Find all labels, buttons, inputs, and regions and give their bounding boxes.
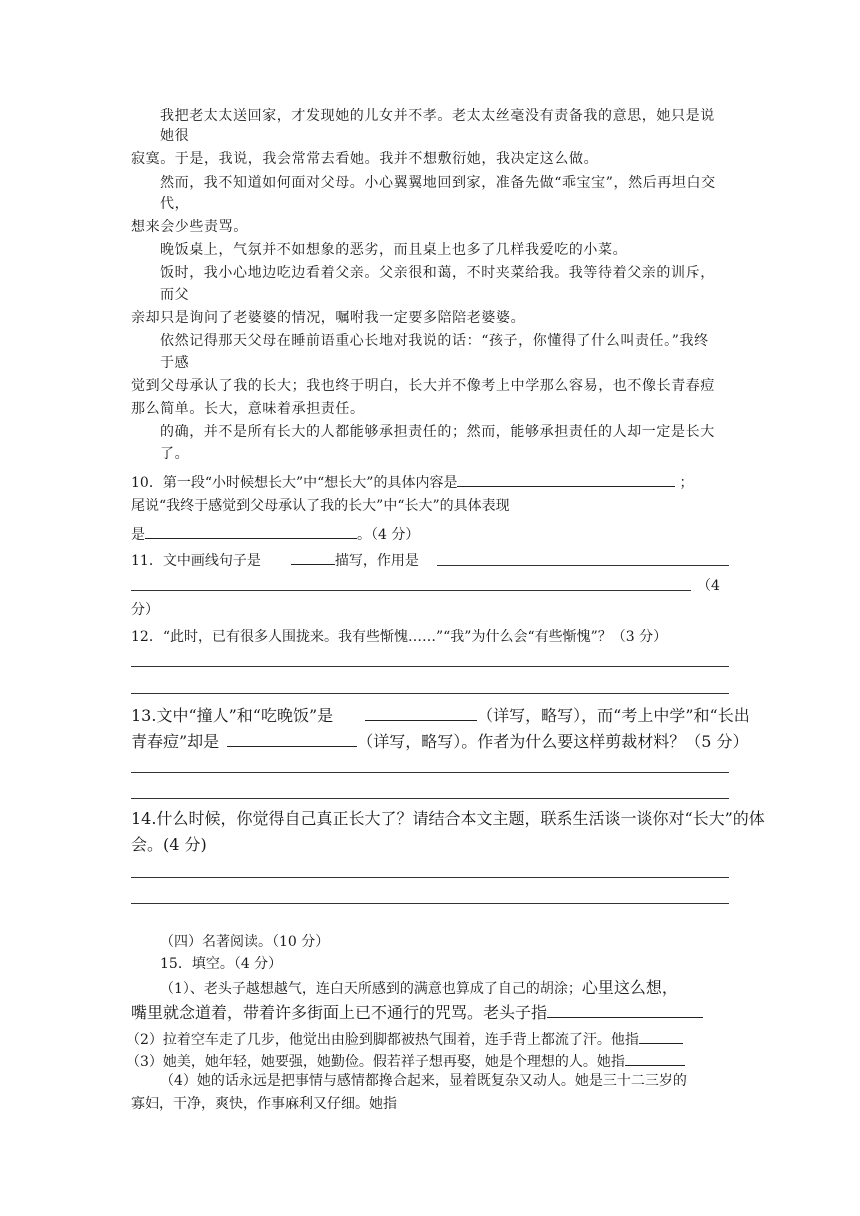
question-10: 10．第一段“小时候想长大”中“想长大”的具体内容是 ；	[131, 470, 693, 493]
section-heading: （四）名著阅读。（10 分）	[160, 934, 330, 950]
fill-item-2: （2）拉着空车走了几步，他觉出由脸到脚都被热气围着，连手背上都流了汗。他指	[126, 1027, 683, 1050]
answer-line[interactable]	[131, 903, 729, 904]
passage-line: 了。	[160, 446, 190, 462]
passage-line: 而父	[160, 287, 190, 303]
answer-blank[interactable]	[457, 470, 675, 487]
fill-item-4: （4）她的话永远是把事情与感情都搀合起来，显着既复杂又动人。她是三十二三岁的	[160, 1073, 687, 1089]
fill-item-4-cont: 寡妇，干净，爽快，作事麻利又仔细。她指	[131, 1096, 397, 1112]
fill-item-1-cont: 嘴里就念道着，带着许多街面上已不通行的咒骂。老头子指	[131, 1001, 703, 1023]
answer-blank[interactable]	[145, 522, 357, 539]
question-11: 11．文中画线句子是 描写，作用是	[131, 548, 419, 571]
question-14-cont: 会。(4 分)	[131, 835, 207, 854]
answer-blank[interactable]	[365, 704, 477, 721]
answer-line[interactable]	[131, 877, 729, 878]
answer-blank[interactable]	[547, 1001, 703, 1018]
answer-line[interactable]	[131, 590, 691, 591]
passage-line: 我把老太太送回家，才发现她的儿女并不孝。老太太丝毫没有责备我的意思，她只是说	[160, 108, 715, 124]
passage-line: 然而，我不知道如何面对父母。小心翼翼地回到家，准备先做“乖宝宝”，然后再坦白交	[160, 175, 716, 191]
passage-line: 饭时，我小心地边吃边看着父亲。父亲很和蔼，不时夹菜给我。我等待着父亲的训斥，	[160, 265, 715, 281]
question-13-cont: 青春痘”却是 （详写，略写）。作者为什么要这样剪裁材料？（5 分）	[131, 732, 749, 751]
answer-line[interactable]	[131, 798, 729, 799]
passage-line: 亲却只是询问了老婆婆的情况，嘱咐我一定要多陪陪老婆婆。	[131, 310, 526, 326]
question-11-points: （4	[697, 578, 720, 594]
question-12: 12．“此时，已有很多人围拢来。我有些惭愧……”“我”为什么会“有些惭愧”？（3 分）	[131, 629, 668, 645]
passage-line: 那么简单。长大，意味着承担责任。	[131, 401, 365, 417]
passage-line: 的确，并不是所有长大的人都能够承担责任的；然而，能够承担责任的人却一定是长大	[160, 424, 715, 440]
answer-blank[interactable]	[625, 1049, 685, 1066]
passage-line: 寂寞。于是，我说，我会常常去看她。我并不想敷衍她，我决定这么做。	[131, 151, 599, 167]
answer-line[interactable]	[131, 693, 729, 694]
answer-line[interactable]	[131, 666, 729, 667]
passage-line: 晚饭桌上，气氛并不如想象的恶劣，而且桌上也多了几样我爱吃的小菜。	[160, 242, 628, 258]
question-10-cont: 尾说“我终于感觉到父母承认了我的长大”中“长大”的具体表现	[131, 498, 510, 514]
answer-line[interactable]	[131, 772, 729, 773]
answer-blank[interactable]	[291, 548, 335, 565]
question-10-cont: 是 。（4 分）	[131, 522, 419, 545]
question-14: 14.什么时候，你觉得自己真正长大了？请结合本文主题，联系生活谈一谈你对“长大”的体	[131, 809, 765, 828]
passage-line: 想来会少些责骂。	[131, 219, 248, 235]
fill-item-3: （3）她美，她年轻，她要强，她勤俭。假若祥子想再娶，她是个理想的人。她指	[126, 1049, 685, 1072]
fill-item-1: （1）、老头子越想越气，连白天所感到的满意也算成了自己的胡涂；心里这么想，	[160, 978, 678, 997]
question-15: 15．填空。（4 分）	[160, 956, 283, 972]
passage-line: 于感	[160, 355, 190, 371]
passage-line: 依然记得那天父母在睡前语重心长地对我说的话：“孩子，你懂得了什么叫责任。”我终	[160, 333, 709, 349]
passage-line: 觉到父母承认了我的长大；我也终于明白，长大并不像考上中学那么容易，也不像长青春痘	[131, 378, 715, 394]
answer-blank[interactable]	[227, 730, 357, 747]
answer-blank[interactable]	[639, 1027, 683, 1044]
answer-line[interactable]	[437, 565, 729, 566]
passage-line: 代，	[160, 196, 190, 212]
passage-line: 她很	[160, 128, 190, 144]
question-13: 13.文中“撞人”和“吃晚饭”是 （详写，略写），而“考上中学”和“长出	[131, 706, 750, 725]
question-11-cont: 分）	[131, 602, 159, 618]
